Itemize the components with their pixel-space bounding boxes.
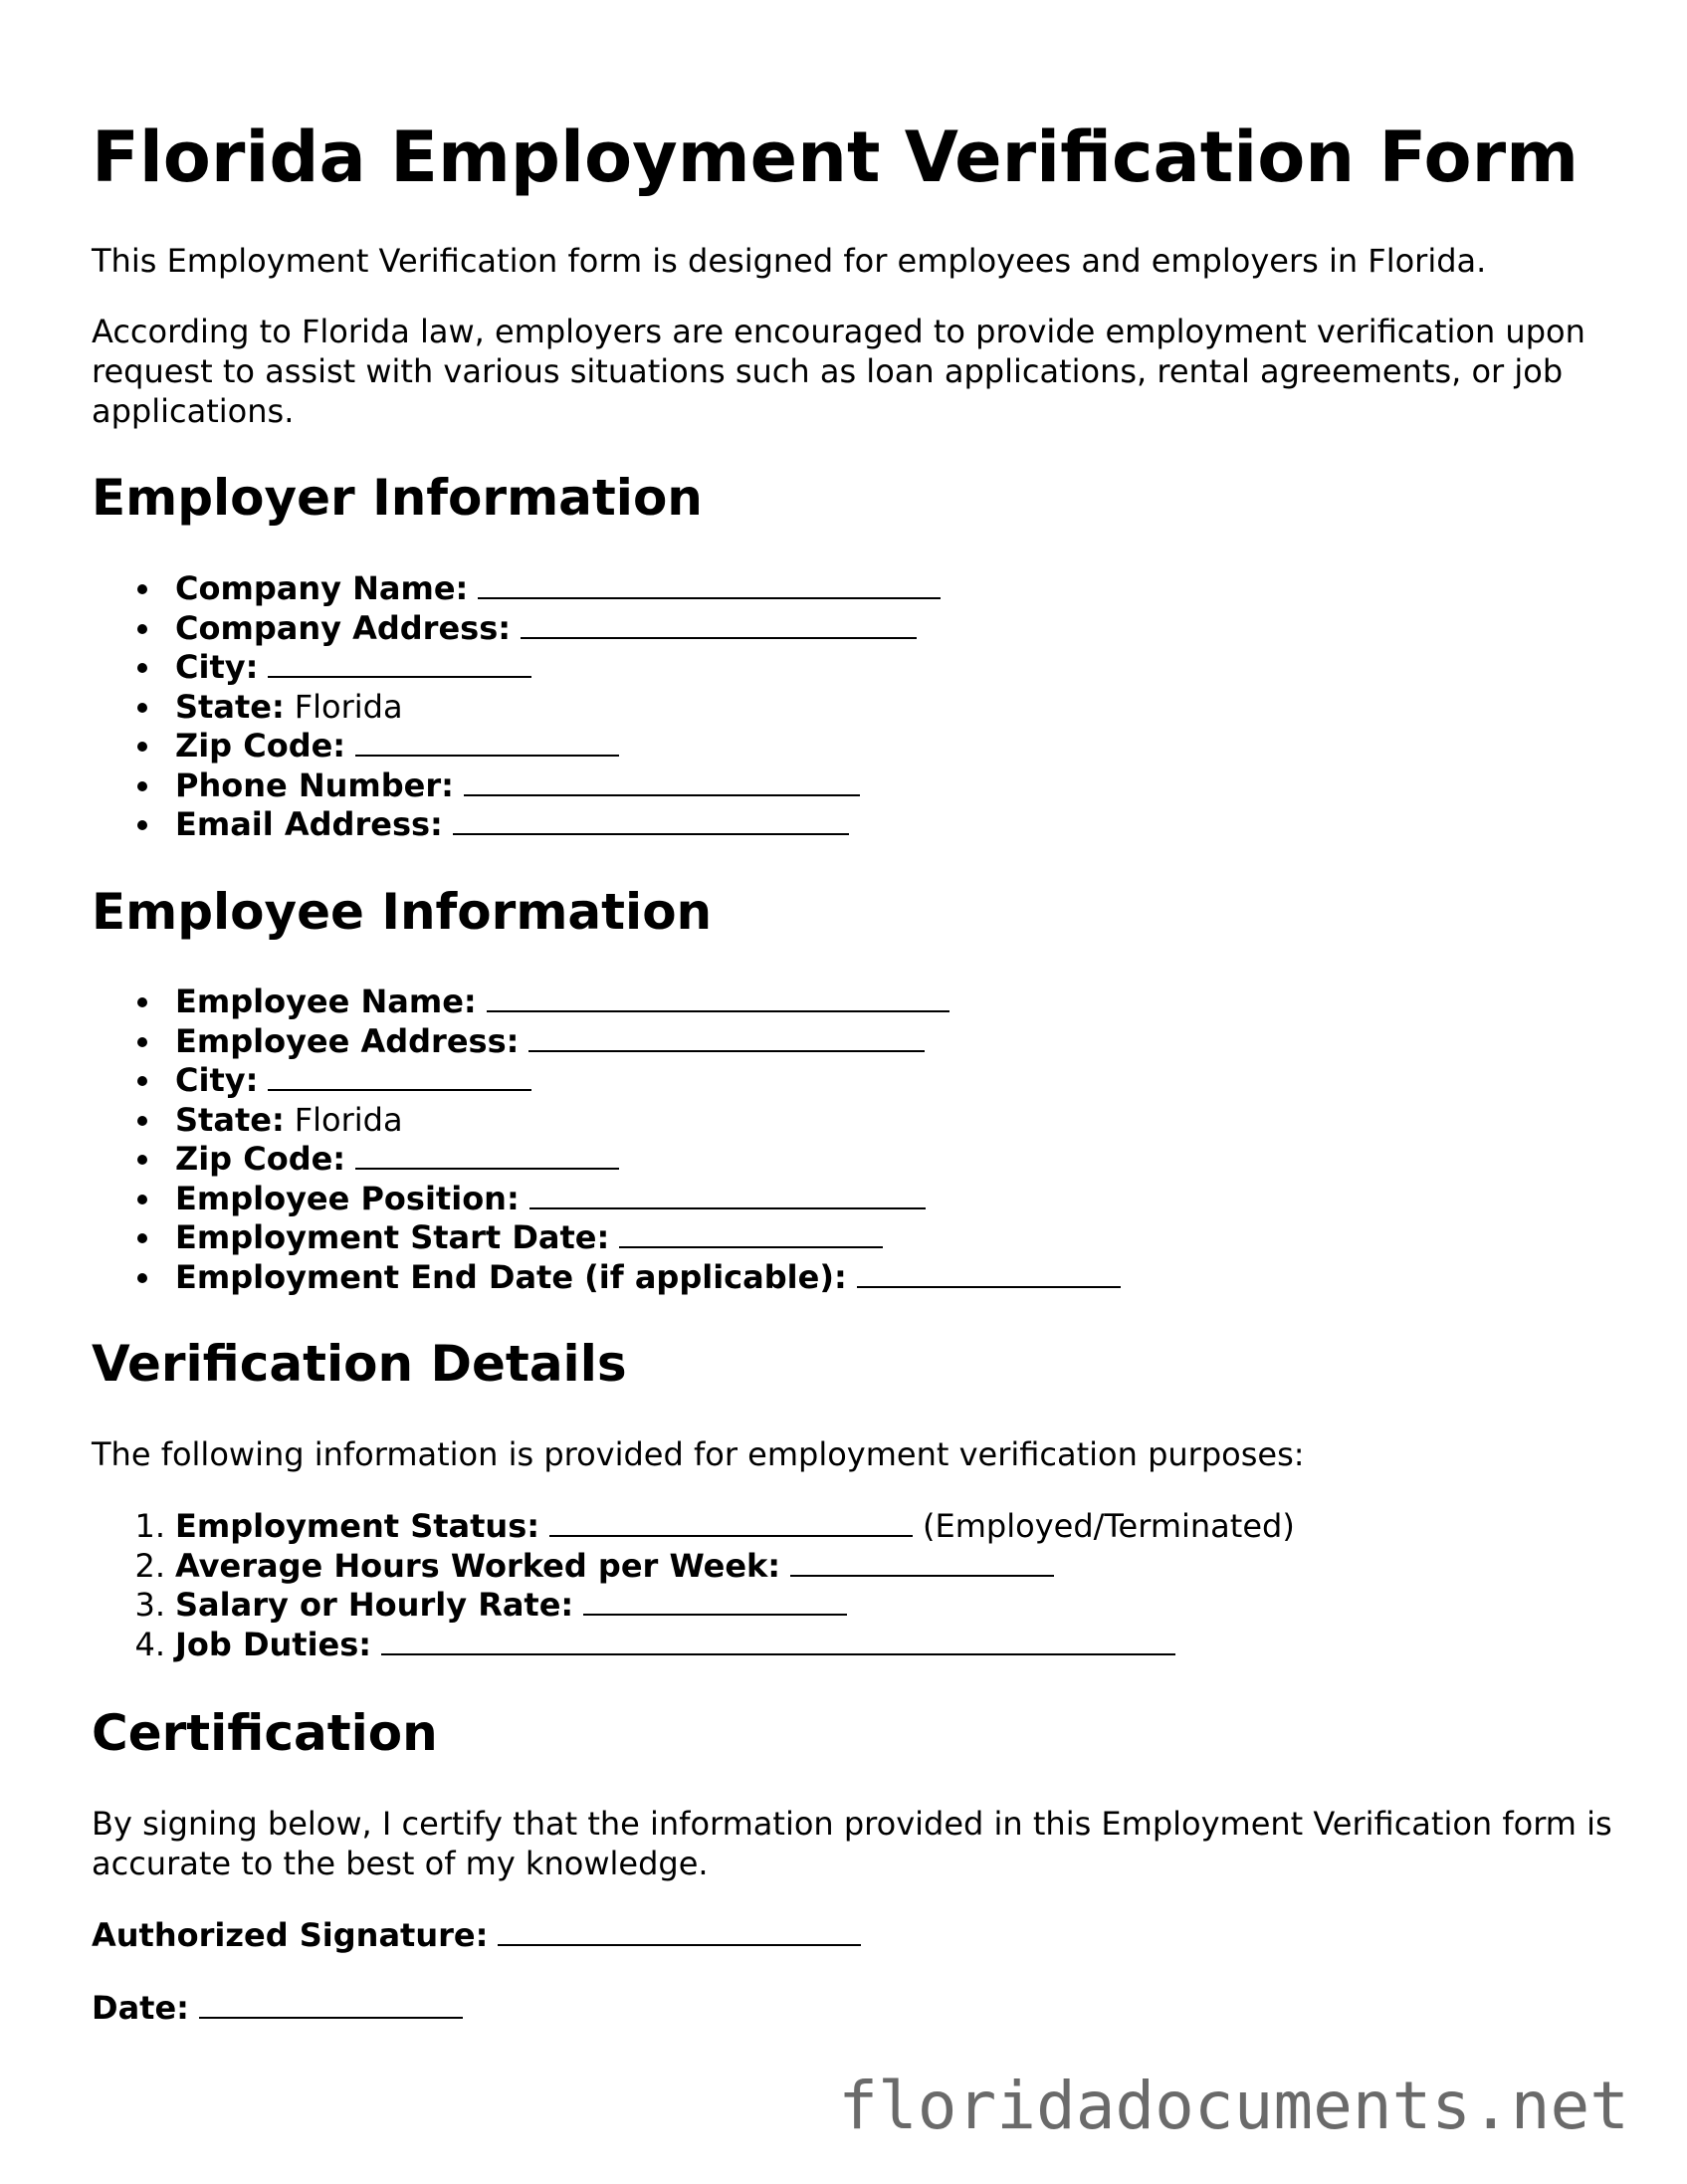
field-label: Employee Address:	[175, 1021, 520, 1060]
item-number: 4.	[134, 1625, 165, 1663]
employee-zip-blank[interactable]	[355, 1140, 619, 1170]
employer-state-value: Florida	[294, 687, 403, 726]
bullet-icon	[137, 742, 147, 752]
bullet-icon	[137, 703, 147, 713]
date-label: Date:	[92, 1989, 189, 2027]
item-label: Salary or Hourly Rate:	[175, 1586, 574, 1624]
employee-name-field	[0, 983, 1121, 1022]
intro-text: This Employment Verification form is designed for employees and employers in Florida.	[92, 242, 1487, 280]
field-label: State:	[175, 687, 285, 726]
employer-city-field	[0, 648, 941, 688]
law-text: According to Florida law, employers are encouraged to provide employment verification upon request to assist with various situations such as loan applications, rental agreements, or job applications.	[92, 313, 1585, 430]
employee-state-field	[0, 1101, 1121, 1141]
item-number: 1.	[134, 1507, 165, 1545]
bullet-icon	[137, 781, 147, 791]
bullet-icon	[137, 820, 147, 830]
bullet-icon	[137, 1076, 147, 1086]
bullet-icon	[137, 1116, 147, 1126]
employer-fields-list	[0, 569, 941, 845]
company-name-blank[interactable]	[478, 569, 941, 599]
employment-start-date-field	[0, 1218, 1121, 1258]
bullet-icon	[137, 1233, 147, 1243]
field-label: State:	[175, 1100, 285, 1139]
item-number: 2.	[134, 1546, 165, 1585]
field-label: Employment End Date (if applicable):	[175, 1257, 847, 1296]
employer-company-name-field	[0, 569, 941, 609]
field-label: Email Address:	[175, 805, 443, 843]
field-label: City:	[175, 648, 259, 686]
verification-heading: Verification Details	[92, 1335, 627, 1393]
employee-heading: Employee Information	[92, 883, 713, 941]
bullet-icon	[137, 584, 147, 594]
average-hours-blank[interactable]	[790, 1547, 1054, 1577]
field-label: Phone Number:	[175, 765, 454, 804]
field-label: Employee Name:	[175, 983, 477, 1020]
field-label: City:	[175, 1061, 259, 1099]
certification-heading: Certification	[92, 1704, 438, 1762]
employer-zip-field	[0, 727, 941, 766]
employer-phone-field	[0, 766, 941, 806]
item-label: Job Duties:	[175, 1625, 372, 1663]
verification-items-list	[0, 1507, 1295, 1664]
date-line	[92, 1988, 463, 2028]
signature-line	[92, 1915, 861, 1955]
employer-email-field	[0, 805, 941, 845]
bullet-icon	[137, 1037, 147, 1047]
employer-state-field	[0, 688, 941, 728]
certification-text: By signing below, I certify that the information provided in this Employment Verification form is accurate to the best of my knowledge.	[92, 1805, 1612, 1882]
bullet-icon	[137, 663, 147, 673]
employment-status-item	[0, 1507, 1295, 1547]
job-duties-item	[0, 1626, 1295, 1665]
start-date-blank[interactable]	[619, 1218, 883, 1248]
employer-email-blank[interactable]	[453, 805, 849, 835]
end-date-blank[interactable]	[857, 1258, 1121, 1288]
employee-zip-field	[0, 1140, 1121, 1180]
item-number: 3.	[134, 1586, 165, 1624]
employer-phone-blank[interactable]	[464, 766, 860, 796]
site-watermark: floridadocuments.net	[838, 2068, 1629, 2144]
bullet-icon	[137, 624, 147, 634]
employment-status-blank[interactable]	[549, 1507, 913, 1537]
employer-city-blank[interactable]	[268, 648, 531, 678]
field-label: Company Name:	[175, 569, 469, 607]
field-label: Company Address:	[175, 608, 512, 647]
field-label: Zip Code:	[175, 1140, 346, 1178]
employment-end-date-field	[0, 1258, 1121, 1298]
signature-blank[interactable]	[498, 1916, 861, 1946]
field-label: Employee Position:	[175, 1179, 520, 1217]
employer-heading: Employer Information	[92, 469, 703, 527]
bullet-icon	[137, 997, 147, 1007]
field-label: Zip Code:	[175, 727, 346, 764]
employee-position-blank[interactable]	[529, 1180, 926, 1209]
field-label: Employment Start Date:	[175, 1218, 610, 1256]
signature-label: Authorized Signature:	[92, 1916, 489, 1954]
employee-city-field	[0, 1061, 1121, 1101]
employee-fields-list	[0, 983, 1121, 1297]
page-title: Florida Employment Verification Form	[92, 116, 1580, 198]
company-address-blank[interactable]	[521, 609, 917, 639]
bullet-icon	[137, 1273, 147, 1283]
verification-intro: The following information is provided for employment verification purposes:	[92, 1435, 1305, 1473]
salary-rate-blank[interactable]	[583, 1586, 847, 1616]
job-duties-blank[interactable]	[381, 1626, 1175, 1655]
item-label: Average Hours Worked per Week:	[175, 1546, 781, 1585]
employee-address-field	[0, 1022, 1121, 1062]
employer-zip-blank[interactable]	[355, 727, 619, 757]
employer-company-address-field	[0, 609, 941, 649]
salary-rate-item	[0, 1586, 1295, 1626]
employee-city-blank[interactable]	[268, 1061, 531, 1091]
employee-state-value: Florida	[294, 1100, 403, 1139]
employee-name-blank[interactable]	[487, 983, 949, 1012]
item-label: Employment Status:	[175, 1507, 540, 1545]
bullet-icon	[137, 1155, 147, 1165]
bullet-icon	[137, 1195, 147, 1204]
employee-position-field	[0, 1180, 1121, 1219]
employee-address-blank[interactable]	[528, 1022, 925, 1052]
status-options-hint: (Employed/Terminated)	[923, 1507, 1295, 1545]
date-blank[interactable]	[199, 1989, 463, 2019]
average-hours-item	[0, 1547, 1295, 1587]
